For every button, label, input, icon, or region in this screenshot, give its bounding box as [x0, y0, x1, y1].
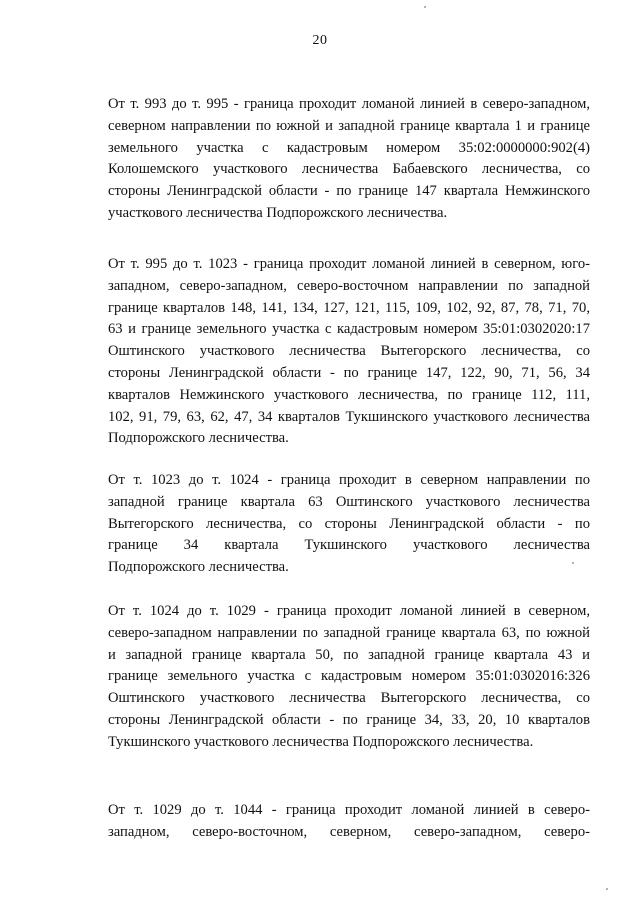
text-line: границе кварталов 148, 141, 134, 127, 121, 115, 109, 102, 92, 87, 78, 71, 70,	[108, 299, 590, 316]
text-line: границе 34 квартала Тукшинского участкового лесничества	[108, 537, 590, 554]
text-line: От т. 1029 до т. 1044 - граница проходит ломаной линией в северо-	[108, 802, 590, 818]
text-line: стороны Ленинградской области - по границе 147 квартала Немжинского	[108, 183, 590, 200]
text-line: 63 и границе земельного участка с кадастровым номером 35:01:0302020:17	[108, 321, 590, 338]
boundary-paragraph-1029-1044	[108, 800, 590, 844]
text-line: участкового лесничества Подпорожского лесничества.	[108, 204, 448, 221]
text-line: От т. 993 до т. 995 - граница проходит ломаной линией в северо-западном,	[108, 96, 590, 112]
text-line: Вытегорского лесничества, со стороны Ленинградской области - по	[108, 515, 590, 532]
boundary-paragraph-995-1023	[108, 254, 590, 450]
text-line: Колошемского участкового лесничества Бабаевского лесничества, со	[108, 161, 590, 178]
boundary-paragraph-993-995	[108, 94, 590, 225]
text-line: северо-западном направлении по западной границе квартала 63, по южной	[108, 624, 590, 641]
text-line: западной границе квартала 63 Оштинского участкового лесничества	[108, 493, 590, 510]
text-line: границе земельного участка с кадастровым номером 35:01:0302016:326	[108, 668, 590, 685]
text-line: западном, северо-западном, северо-восточном направлении по западной	[108, 277, 590, 294]
text-line: От т. 995 до т. 1023 - граница проходит ломаной линией в северном, юго-	[108, 256, 590, 272]
text-line: 102, 91, 79, 63, 62, 47, 34 кварталов Тукшинского участкового лесничества	[108, 408, 590, 425]
scan-speck	[424, 6, 426, 8]
text-line: Подпорожского лесничества.	[108, 430, 289, 447]
text-line: Тукшинского участкового лесничества Подпорожского лесничества.	[108, 733, 534, 750]
boundary-paragraph-1023-1024	[108, 470, 590, 579]
text-line: От т. 1024 до т. 1029 - граница проходит ломаной линией в северном,	[108, 603, 590, 619]
text-line: северном направлении по южной и западной границе квартала 1 и границе	[108, 117, 590, 134]
text-line: Оштинского участкового лесничества Вытегорского лесничества, со	[108, 690, 590, 707]
scan-speck	[606, 888, 608, 890]
text-line: западном, северо-восточном, северном, северо-западном, северо-	[108, 823, 590, 840]
boundary-paragraph-1024-1029	[108, 601, 590, 754]
text-line: Оштинского участкового лесничества Вытегорского лесничества, со	[108, 343, 590, 360]
text-line: кварталов Немжинского участкового лесничества, по границе 112, 111,	[108, 386, 590, 403]
text-line: От т. 1023 до т. 1024 - граница проходит в северном направлении по	[108, 472, 590, 488]
text-line: Подпорожского лесничества.	[108, 559, 289, 576]
text-line: стороны Ленинградской области - по границе 34, 33, 20, 10 кварталов	[108, 711, 590, 728]
text-line: стороны Ленинградской области - по границе 147, 122, 90, 71, 56, 34	[108, 364, 590, 381]
page-number: 20	[312, 33, 328, 48]
text-line: и западной границе квартала 50, по западной границе квартала 43 и	[108, 646, 590, 663]
text-line: земельного участка с кадастровым номером 35:02:0000000:902(4)	[108, 139, 590, 156]
